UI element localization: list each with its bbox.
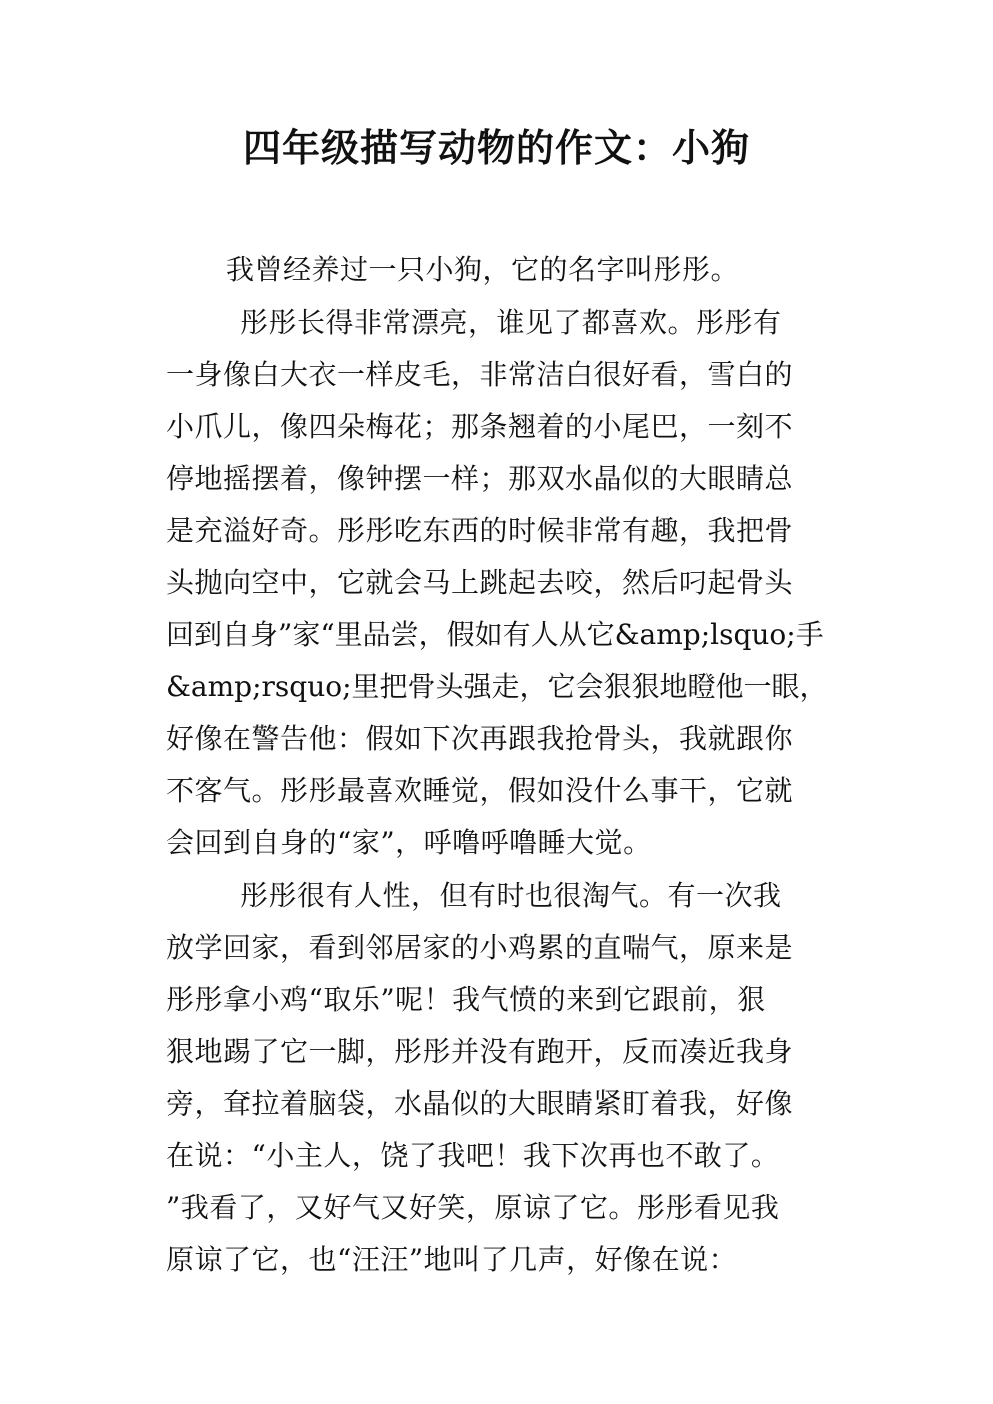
document-title: 四年级描写动物的作文：小狗 — [242, 126, 750, 170]
text-line: 停地摇摆着，像钟摆一样；那双水晶似的大眼睛总 — [166, 462, 794, 495]
text-line: 好像在警告他：假如下次再跟我抢骨头，我就跟你 — [166, 722, 794, 755]
text-line: 一身像白大衣一样皮毛，非常洁白很好看，雪白的 — [166, 358, 794, 391]
text-line: 不客气。彤彤最喜欢睡觉，假如没什么事干，它就 — [166, 774, 794, 807]
text-line: 在说：“小主人，饶了我吧！我下次再也不敢了。 — [166, 1139, 780, 1172]
text-line: ”我看了，又好气又好笑，原谅了它。彤彤看见我 — [166, 1191, 780, 1224]
text-line: 小爪儿，像四朵梅花；那条翘着的小尾巴，一刻不 — [166, 410, 794, 443]
text-line: 彤彤长得非常漂亮，谁见了都喜欢。彤彤有 — [240, 306, 782, 339]
text-line: 原谅了它，也“汪汪”地叫了几声，好像在说： — [166, 1243, 738, 1276]
text-line: 头抛向空中，它就会马上跳起去咬，然后叼起骨头 — [166, 566, 794, 599]
text-line: 是充溢好奇。彤彤吃东西的时候非常有趣，我把骨 — [166, 514, 794, 547]
text-line: 会回到自身的“家”，呼噜呼噜睡大觉。 — [166, 826, 652, 859]
text-line: 我曾经养过一只小狗，它的名字叫彤彤。 — [226, 253, 740, 286]
text-line: 彤彤拿小鸡“取乐”呢！我气愤的来到它跟前，狠 — [166, 983, 766, 1016]
text-line: 回到自身”家“里品尝，假如有人从它&amp;lsquo;手 — [166, 618, 824, 651]
text-line: 狠地踢了它一脚，彤彤并没有跑开，反而凑近我身 — [166, 1035, 794, 1068]
text-line: &amp;rsquo;里把骨头强走，它会狠狠地瞪他一眼， — [166, 670, 828, 703]
text-line: 放学回家，看到邻居家的小鸡累的直喘气，原来是 — [166, 931, 794, 964]
text-line: 旁，耷拉着脑袋，水晶似的大眼睛紧盯着我，好像 — [166, 1087, 794, 1120]
text-line: 彤彤很有人性，但有时也很淘气。有一次我 — [240, 879, 782, 912]
